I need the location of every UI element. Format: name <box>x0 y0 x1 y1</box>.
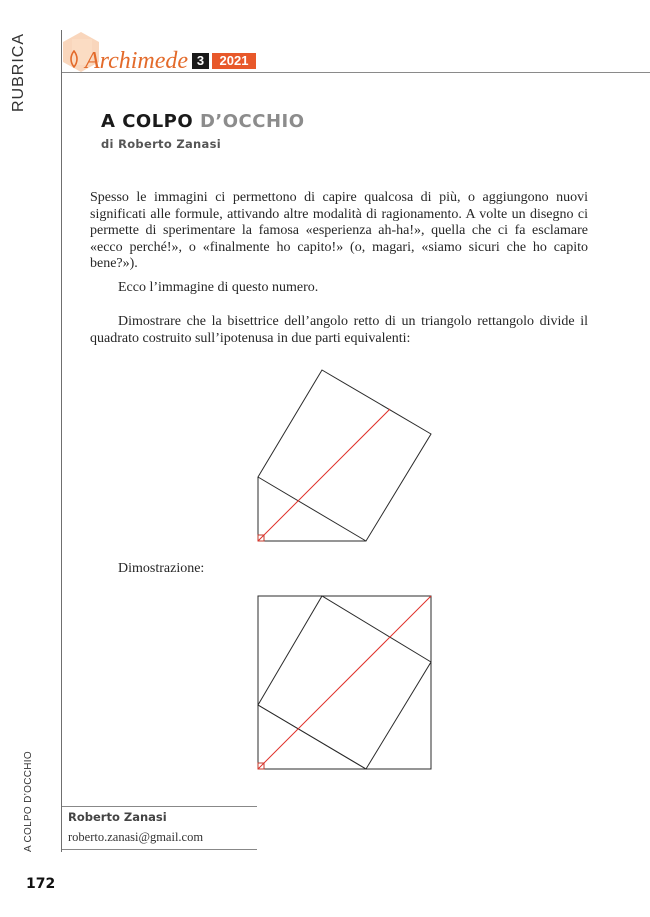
article-title <box>101 111 305 132</box>
proof-label: Dimostrazione: <box>118 561 205 576</box>
page-number: 172 <box>26 876 56 892</box>
paragraph-intro: Spesso le immagini ci permettono di capire qualcosa di più, o aggiungono nuovi significati alle formule, attivando altre modalità di ragionamento. A volte un disegno ci permette di sperimentare la famosa «esperienza ah-ha!», quella che ci fa esclamare «ecco perché!», o «finalmente ho capito!» (o, magari, «siamo sicuri che ho capito bene?»). <box>90 190 588 272</box>
author-name: Roberto Zanasi <box>68 810 167 824</box>
article-byline: di Roberto Zanasi <box>101 137 221 151</box>
section-label: RUBRICA <box>10 32 27 112</box>
archimede-logo-icon <box>68 50 80 68</box>
paragraph-problem: Dimostrare che la bisettrice dell’angolo retto di un triangolo rettangolo divide il quadrato costruito sull’ipotenusa in due parti equivalenti: <box>90 314 588 346</box>
author-email[interactable]: roberto.zanasi@gmail.com <box>68 830 204 844</box>
diagonal-bisector <box>258 596 431 769</box>
article-title-light: D’OCCHIO <box>199 111 305 132</box>
article-title-dark: A COLPO <box>101 111 194 132</box>
magazine-name: Archimede <box>85 48 189 74</box>
author-box-rule-top <box>62 806 257 807</box>
figure-problem <box>255 365 435 545</box>
angle-bisector <box>258 409 390 541</box>
margin-rule <box>61 30 62 852</box>
figure-proof <box>255 593 435 773</box>
issue-year: 2021 <box>212 53 256 69</box>
issue-number: 3 <box>192 53 209 69</box>
paragraph-image-intro: Ecco l’immagine di questo numero. <box>118 280 319 295</box>
author-box-rule-bottom <box>62 849 257 850</box>
running-title: A COLPO D’OCCHIO <box>23 751 34 852</box>
